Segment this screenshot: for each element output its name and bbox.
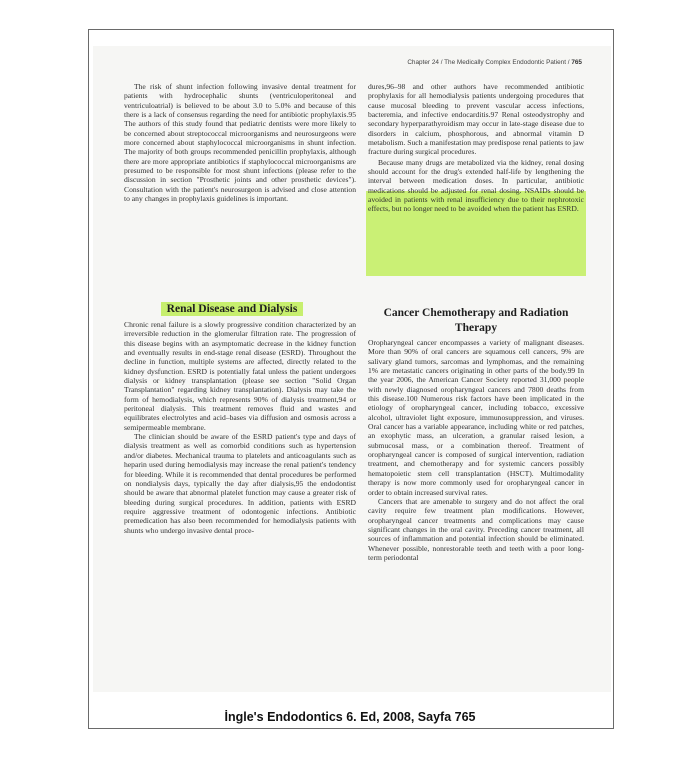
paragraph-cancer-surgery: Cancers that are amenable to surgery and do not affect the oral cavity require few treatment plan modifications. However, oropharyngeal cancer treatments and complications may cause significant changes in the oral cavity. Preceding cancer treatment, all sources of inflammation and potential infection should be eliminated. Whenever possible, nonrestorable teeth and teeth with a poor long-term periodontal [368, 496, 584, 562]
left-column-bottom [124, 320, 356, 535]
section-heading-cancer: Cancer Chemotherapy and Radiation Therapy [383, 307, 569, 334]
section-heading-renal: Renal Disease and Dialysis [161, 302, 303, 316]
figure-caption: İngle's Endodontics 6. Ed, 2008, Sayfa 765 [224, 710, 476, 724]
paragraph-esrd-clinician: The clinician should be aware of the ESRD patient's type and days of dialysis treatment as well as comorbid conditions such as hypertension and/or diabetes. Mechanical trauma to platelets and anticoagulants such as heparin used during hemodialysis may increase the renal patient's tendency for bleeding. While it is recommended that dental procedures be performed on nondialysis days, typically the day after dialysis,95 the endodontist should be aware that abnormal platelet function may cause a greater risk of bleeding during surgical procedures. In addition, patients with ESRD require aggressive treatment of odontogenic infections. Antibiotic premedication has also been recommended for hemodialysis patients with shunts who undergo invasive dental proce- [124, 432, 356, 535]
paragraph-prophylaxis-continued: dures,96–98 and other authors have recommended antibiotic prophylaxis for all hemodialysis patients undergoing procedures that cause mucosal bleeding to prevent vascular access infections, bacteremia, and infective endocarditis.97 Renal osteodystrophy and secondary hyperparathyroidism may occur in late-stage disease due to disorders in calcium, phosphorous, and abnormal vitamin D metabolism. Such a manifestation may predispose renal patients to jaw fracture during surgical procedures. [368, 82, 584, 157]
left-column-top [124, 82, 356, 203]
paragraph-chronic-renal-failure: Chronic renal failure is a slowly progressive condition characterized by an irreversible reduction in the glomerular filtration rate. The progression of this disease begins with an asymptomatic decrease in the kidney function and eventually results in end-stage renal disease (ESRD). Throughout the decline in function, multiple systems are affected, directly related to the kidney dysfunction. ESRD is potentially fatal unless the patient undergoes dialysis or kidney transplantation (please see section "Solid Organ Transplantation" regarding kidney transplantation). Dialysis may take the form of hemodialysis, which represents 90% of dialysis treatment,94 or peritoneal dialysis. This treatment removes fluid and wastes and equilibrates electrolytes and acid–bases via diffusion and osmosis across a semipermeable membrane. [124, 320, 356, 432]
right-column-top [368, 82, 584, 214]
running-header [362, 59, 582, 66]
running-header-page-number: 765 [571, 59, 582, 66]
right-column-bottom [368, 338, 584, 562]
paragraph-renal-dosing-highlighted: Because many drugs are metabolized via the kidney, renal dosing should account for the drug's extended half-life by lengthening the interval between medication doses. In particular, antibiotic medications should be adjusted for renal dosing. NSAIDs should be avoided in patients with renal insufficiency due to their nephrotoxic effects, but no longer need to be avoided when the patient has ESRD. [368, 157, 584, 214]
paragraph-shunt-infection: The risk of shunt infection following invasive dental treatment for patients with hydrocephalic shunts (ventriculoperitoneal and ventriculoatrial) is believed to be about 3.0 to 5.0% and because of this there is a lack of consensus regarding the need for antibiotic prophylaxis.95 The authors of this study found that pediatric dentists were more likely to be concerned about streptococcal microorganisms and neurosurgeons were more concerned about staphylococcal microorganisms in shunt infection. The majority of both groups recommended penicillin prophylaxis, although there are more appropriate antibiotics if staphylococcal microorganisms are presumed to be responsible for most shunt infections (please refer to the discussion in section "Prosthetic joints and other prosthetic devices"). Consultation with the patient's neurosurgeon is advised and close attention to any changes in prophylaxis guidelines is important. [124, 82, 356, 204]
paragraph-oropharyngeal-cancer: Oropharyngeal cancer encompasses a variety of malignant diseases. More than 90% of oral cancers are squamous cell cancers, 9% are salivary gland tumors, sarcomas and lymphomas, and the remaining 1% are metastatic cancers originating in other parts of the body.99 In the year 2006, the American Cancer Society reported 31,000 people with newly diagnosed oropharyngeal cancers and 7800 deaths from this disease.100 Numerous risk factors have been implicated in the etiology of oropharyngeal cancer, including tobacco, excessive alcohol, ultraviolet light exposure, immunosuppression, and viruses. Oral cancer has a variable appearance, including white or red patches, an exophytic mass, an ulceration, a granular raised lesion, a submucosal mass, or a combination thereof. Treatment of oropharyngeal cancer is composed of surgical intervention, radiation treatment, and chemotherapy and for systemic cancers possibly hematopoietic stem cell transplantation (HSCT). Multimodality therapy is now more commonly used for oropharyngeal cancer in order to obtain increased survival rates. [368, 338, 584, 497]
running-header-chapter: Chapter 24 / The Medically Complex Endodontic Patient / [407, 59, 570, 66]
